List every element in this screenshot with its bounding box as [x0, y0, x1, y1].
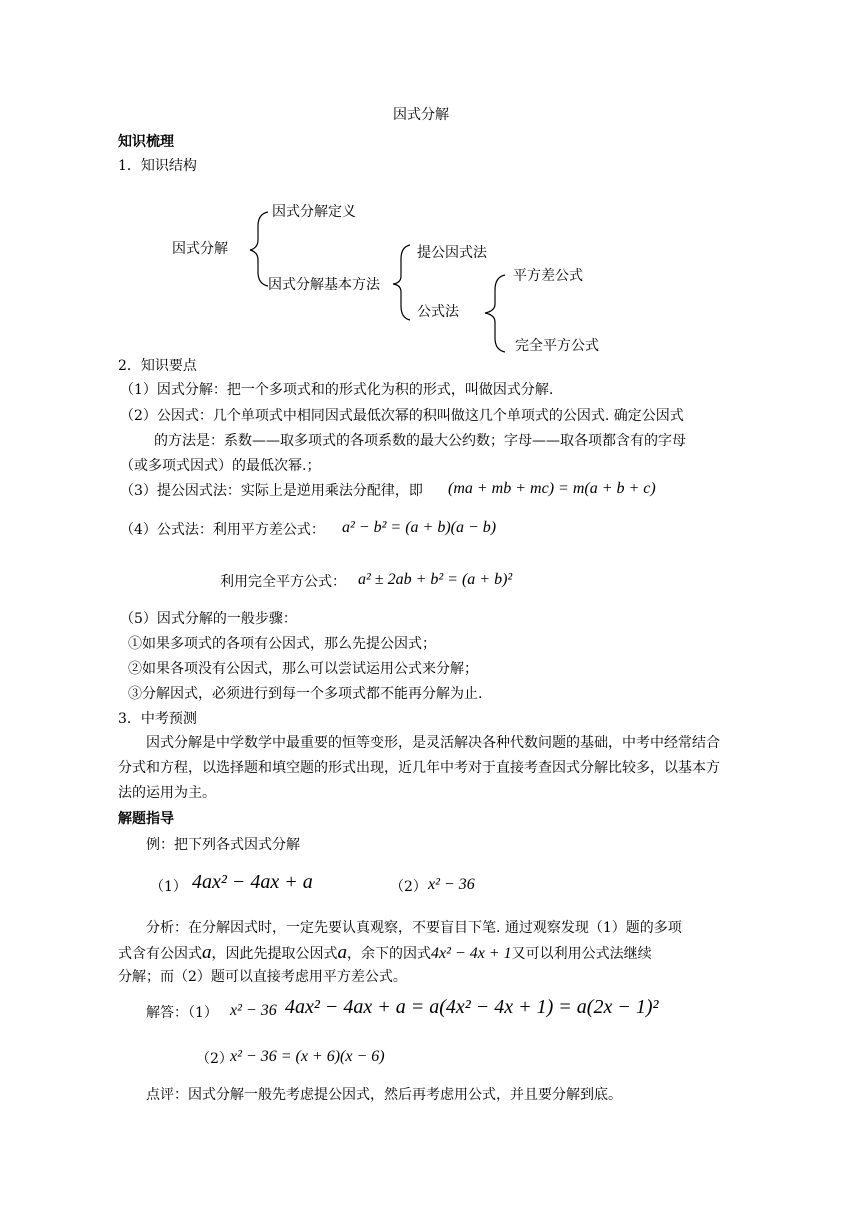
- question-2: x² − 36: [428, 876, 475, 893]
- point-3: （3）提公因式法：实际上是逆用乘法分配律，即: [120, 483, 423, 499]
- step-3: ③分解因式，必须进行到每一个多项式都不能再分解为止.: [128, 686, 483, 702]
- point-4b: 利用完全平方公式：: [220, 574, 346, 590]
- section-heading-knowledge: 知识梳理: [118, 134, 174, 150]
- forecast-text: 因式分解是中学数学中最重要的恒等变形，是灵活解决各种代数问题的基础，中考中经常结合分式和方程，以选择题和填空题的形式出现，近几年中考对于直接考查因式分解比较多，以基本方法的运用为主。: [118, 735, 720, 801]
- structure-common-factor: 提公因式法: [417, 245, 487, 261]
- point-4: （4）公式法：利用平方差公式：: [120, 522, 325, 538]
- structure-root: 因式分解: [172, 241, 228, 257]
- step-1: ①如果多项式的各项有公因式，那么先提公因式；: [128, 636, 436, 652]
- analysis-line-1: 分析：在分解因式时，一定先要认真观察，不要盲目下笔. 通过观察发现（1）题的多项: [146, 920, 682, 936]
- point-4-formula: a² − b² = (a + b)(a − b): [342, 519, 497, 536]
- question-1-label: （1）: [150, 879, 187, 895]
- structure-formula-method: 公式法: [417, 304, 459, 320]
- analysis-line-3: 分解；而（2）题可以直接考虑用平方差公式。: [118, 969, 407, 985]
- point-5: （5）因式分解的一般步骤：: [120, 611, 297, 627]
- answer-2-label: （2）: [196, 1051, 233, 1067]
- answer-2: x² − 36 = (x + 6)(x − 6): [230, 1048, 385, 1065]
- points-heading: 2．知识要点: [118, 358, 197, 374]
- structure-heading: 1．知识结构: [118, 158, 197, 174]
- answer-1: 4ax² − 4ax + a = a(4x² − 4x + 1) = a(2x − 1)²: [285, 996, 659, 1018]
- point-2-line3: （或多项式因式）的最低次幂.；: [120, 458, 321, 474]
- comment: 点评：因式分解一般先考虑提公因式，然后再考虑用公式，并且要分解到底。: [146, 1087, 622, 1103]
- analysis-line-2: 式含有公因式a，因此先提取公因式a，余下的因式4x² − 4x + 1又可以利用公式法继续: [118, 942, 652, 963]
- forecast-heading: 3．中考预测: [118, 711, 197, 727]
- structure-braces: [0, 0, 860, 380]
- point-4b-formula: a² ± 2ab + b² = (a + b)²: [358, 571, 513, 588]
- structure-perfect-square: 完全平方公式: [515, 338, 599, 354]
- point-3-formula: (ma + mb + mc) = m(a + b + c): [448, 480, 656, 497]
- point-2-line1: （2）公因式：几个单项式中相同因式最低次幂的积叫做这几个单项式的公因式. 确定公因式: [120, 408, 684, 424]
- structure-basic-methods: 因式分解基本方法: [268, 277, 380, 293]
- structure-definition: 因式分解定义: [272, 204, 356, 220]
- structure-diff-squares: 平方差公式: [513, 268, 583, 284]
- question-2-label: （2）: [390, 879, 427, 895]
- example-intro: 例：把下列各式因式分解: [146, 837, 300, 853]
- question-1: 4ax² − 4ax + a: [192, 871, 313, 893]
- step-2: ②如果各项没有公因式，那么可以尝试运用公式来分解；: [128, 661, 478, 677]
- answer-label: 解答：（1）: [146, 1005, 218, 1021]
- section-heading-guide: 解题指导: [118, 811, 174, 827]
- point-1: （1）因式分解：把一个多项式和的形式化为积的形式，叫做因式分解.: [120, 382, 554, 398]
- point-2-line2: 的方法是：系数——取多项式的各项系数的最大公约数；字母——取各项都含有的字母: [154, 433, 686, 449]
- answer-1-prefix: x² − 36: [230, 1002, 277, 1019]
- page-title: 因式分解: [393, 107, 449, 123]
